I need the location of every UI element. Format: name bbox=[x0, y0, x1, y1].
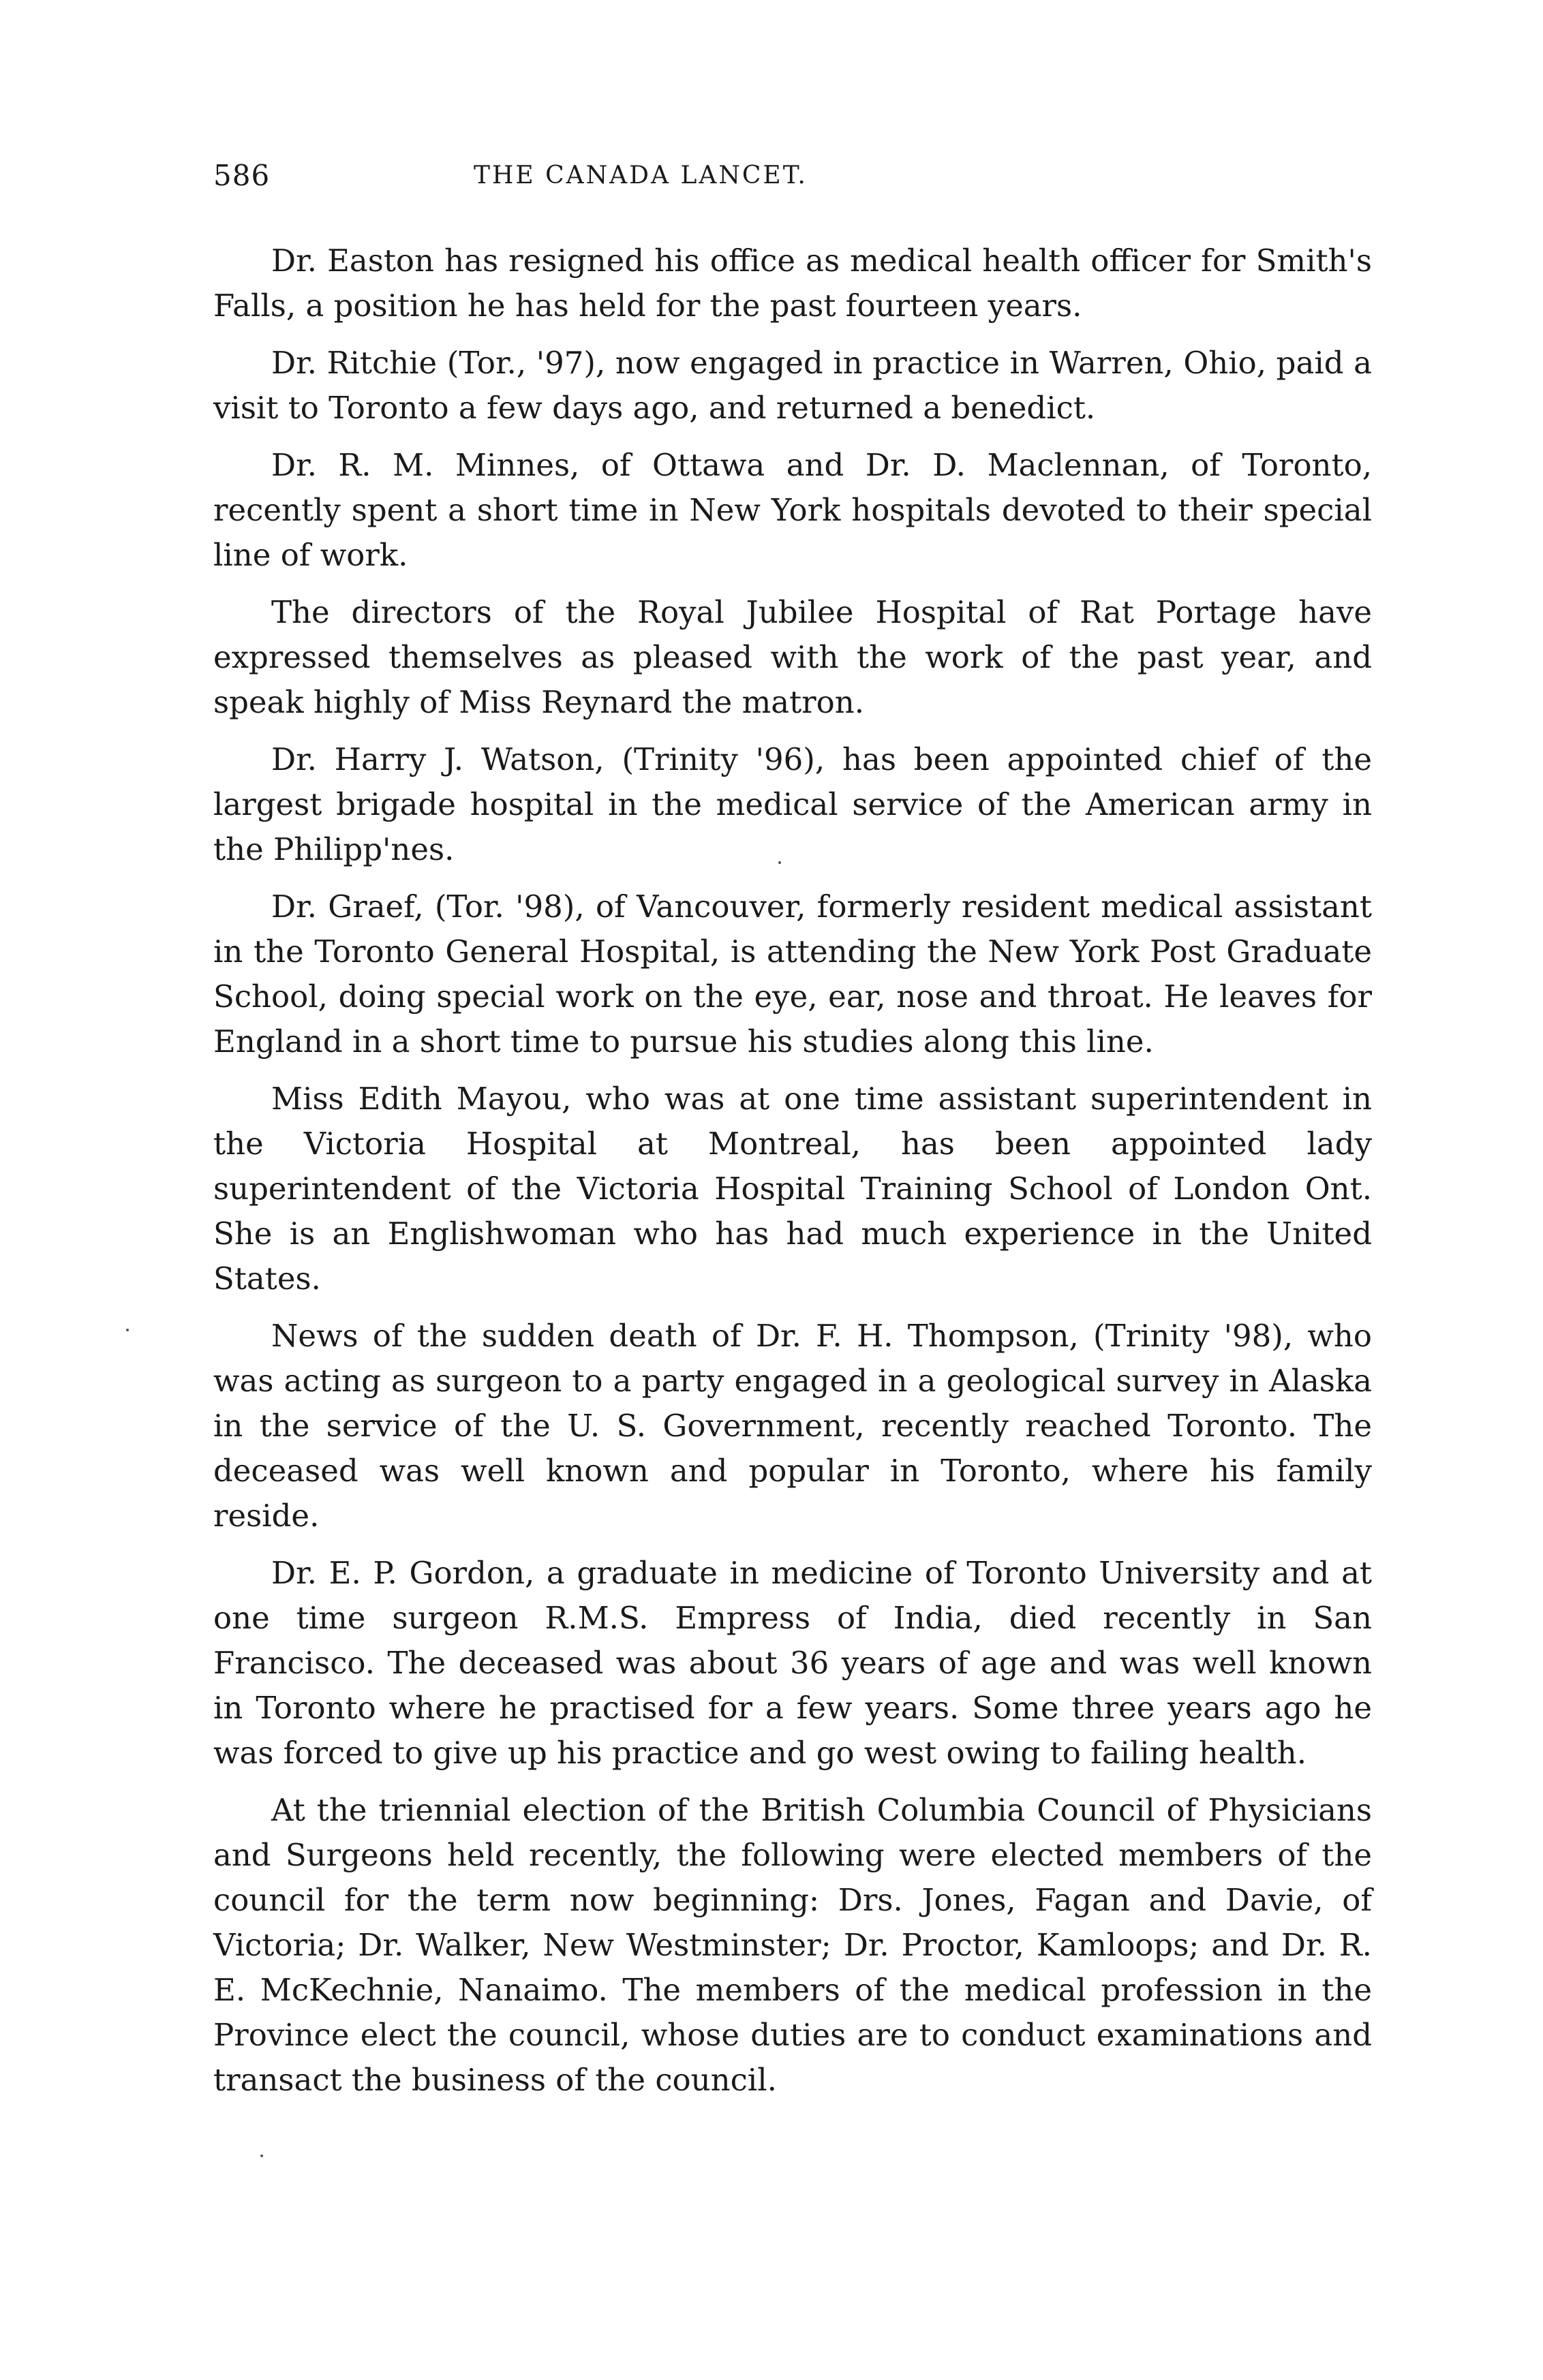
paragraph-gordon: Dr. E. P. Gordon, a graduate in medicine of Toronto University and at one time surgeon R.M.S. Empress of India, died recently in San Francisco. The deceased was about 36 years of age and was well known in Toronto where he practised for a few years. Some three years ago he was forced to give up his practice and go west owing to failing health. bbox=[213, 1555, 1372, 1771]
paragraph-bc-council: At the triennial election of the British Columbia Council of Physicians and Surgeons held recently, the following were elected members of the council for the term now beginning: Drs. Jones, Fagan and Davie, of Victoria; Dr. Walker, New Westminster; Dr. Proctor, Kamloops; and Dr. R. E. McKechnie, Nanaimo. The members of the medical profession in the Province elect the council, whose duties are to conduct examinations and transact the business of the council. bbox=[213, 1792, 1372, 2098]
paragraph-mayou: Miss Edith Mayou, who was at one time assistant superintendent in the Victoria Hospital at Montreal, has been appointed lady superintendent of the Victoria Hospital Training School of London Ont. She is an Englishwoman who has had much experience in the United States. bbox=[213, 1081, 1372, 1297]
article-body bbox=[213, 238, 1372, 2103]
paragraph-royal-jubilee: The directors of the Royal Jubilee Hospital of Rat Portage have expressed themselves as pleased with the work of the past year, and speak highly of Miss Reynard the matron. bbox=[213, 594, 1372, 720]
paragraph-easton: Dr. Easton has resigned his office as medical health officer for Smith's Falls, a position he has held for the past fourteen years. bbox=[213, 243, 1372, 324]
paragraph-thompson: News of the sudden death of Dr. F. H. Thompson, (Trinity '98), who was acting as surgeon to a party engaged in a geological survey in Alaska in the service of the U. S. Government, recently reached Toronto. The deceased was well known and popular in Toronto, where his family reside. bbox=[213, 1318, 1372, 1534]
scan-speck bbox=[126, 1329, 129, 1331]
running-head bbox=[213, 155, 1372, 196]
scan-speck bbox=[778, 861, 781, 864]
paragraph-graef: Dr. Graef, (Tor. '98), of Vancouver, formerly resident medical assistant in the Toronto General Hospital, is attending the New York Post Graduate School, doing special work on the eye, ear, nose and throat. He leaves for England in a short time to pursue his studies along this line. bbox=[213, 888, 1372, 1060]
scan-speck bbox=[260, 2154, 263, 2157]
page-number: 586 bbox=[213, 159, 271, 192]
journal-title: THE CANADA LANCET. bbox=[474, 161, 808, 189]
paragraph-watson: Dr. Harry J. Watson, (Trinity '96), has been appointed chief of the largest brigade hospital in the medical service of the American army in the Philipp'nes. bbox=[213, 741, 1372, 867]
paragraph-ritchie: Dr. Ritchie (Tor., '97), now engaged in practice in Warren, Ohio, paid a visit to Toronto a few days ago, and returned a benedict. bbox=[213, 345, 1372, 426]
paragraph-minnes-maclennan: Dr. R. M. Minnes, of Ottawa and Dr. D. Maclennan, of Toronto, recently spent a short time in New York hospitals devoted to their special line of work. bbox=[213, 447, 1372, 573]
